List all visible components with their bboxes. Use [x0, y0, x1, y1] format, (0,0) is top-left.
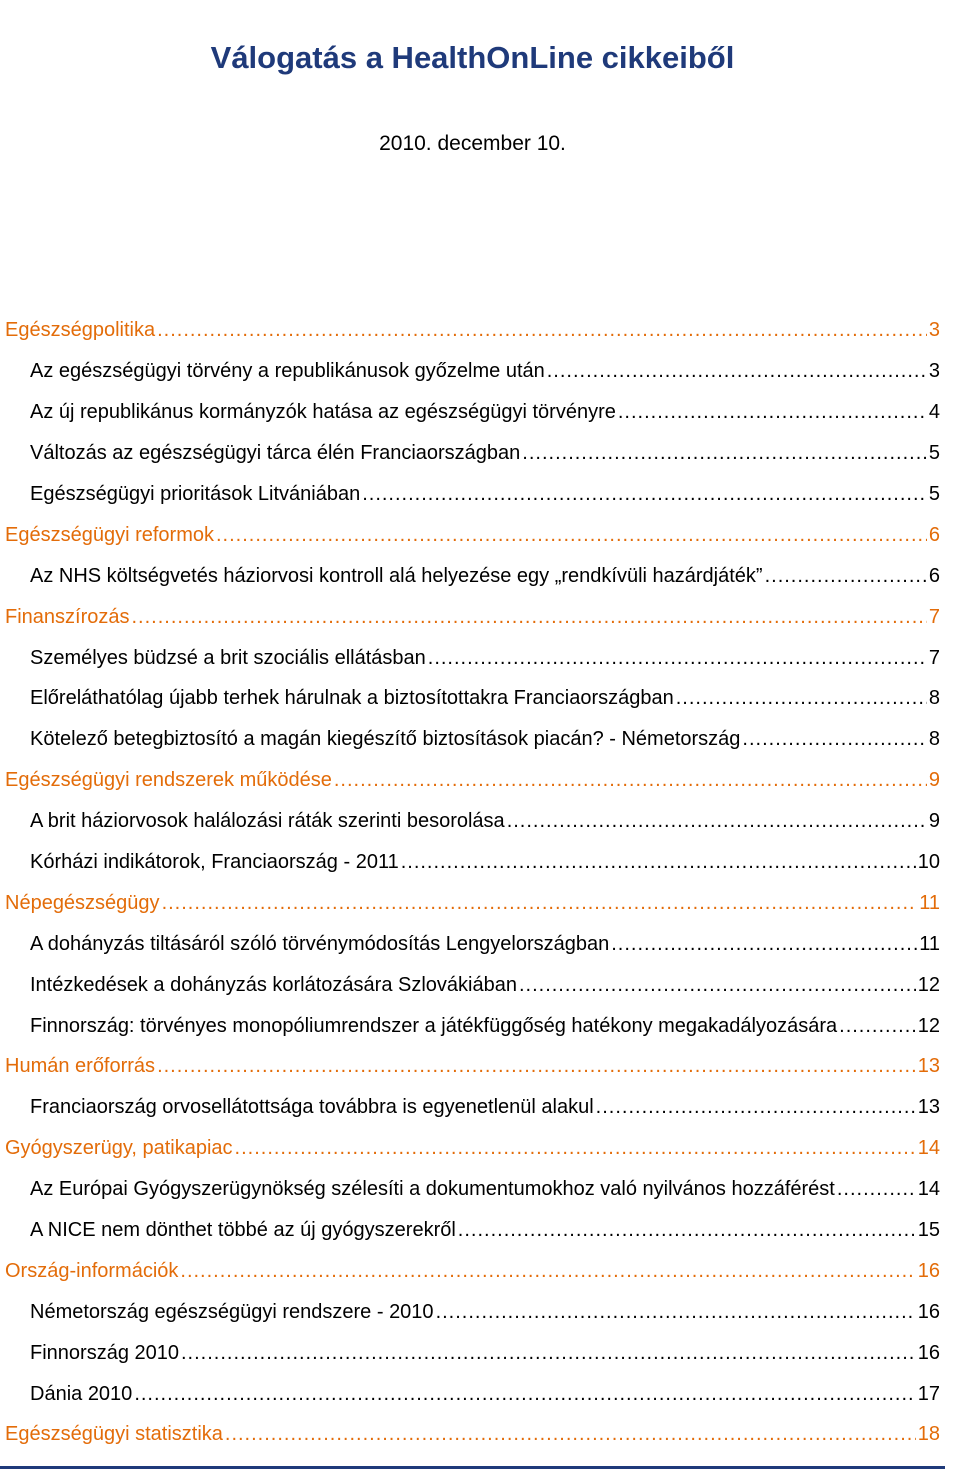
toc-dot-leader: [765, 566, 927, 586]
document-date: 2010. december 10.: [379, 132, 566, 155]
toc-dot-leader: [225, 1424, 916, 1444]
toc-page-number: 16: [917, 1259, 940, 1282]
toc-page-number: 6: [928, 564, 940, 587]
toc-dot-leader: [837, 1179, 916, 1199]
toc-entry[interactable]: [0, 1210, 940, 1251]
toc-section-heading[interactable]: [0, 1414, 940, 1455]
toc-dot-leader: [401, 852, 916, 872]
toc-entry[interactable]: [0, 351, 940, 392]
toc-dot-leader: [235, 1138, 916, 1158]
toc-dot-leader: [436, 1302, 916, 1322]
toc-dot-leader: [611, 934, 917, 954]
toc-entry-label: Finanszírozás: [5, 605, 130, 628]
toc-entry-label: Dánia 2010: [30, 1382, 133, 1405]
toc-entry[interactable]: [0, 842, 940, 883]
toc-section-heading[interactable]: [0, 882, 940, 923]
toc-entry-label: Az NHS költségvetés háziorvosi kontroll alá helyezése egy „rendkívüli hazárdjáték”: [30, 564, 763, 587]
toc-entry[interactable]: [0, 719, 940, 760]
toc-entry-label: A dohányzás tiltásáról szóló törvénymódosítás Lengyelországban: [30, 932, 610, 955]
toc-entry-label: Egészségügyi prioritások Litvániában: [30, 483, 361, 505]
toc-entry-label: Az Európai Gyógyszerügynökség szélesíti a dokumentumokhoz való nyilvános hozzáférést: [30, 1178, 835, 1201]
toc-entry-label: A brit háziorvosok halálozási ráták szerinti besorolása: [30, 810, 505, 833]
toc-entry-label: Franciaország orvosellátottsága továbbra is egyenetlenül alakul: [30, 1096, 594, 1119]
toc-page-number: 12: [917, 1014, 940, 1037]
toc-section-heading[interactable]: [0, 514, 940, 555]
toc-page-number: 15: [917, 1219, 940, 1242]
toc-dot-leader: [522, 443, 927, 463]
toc-section-heading[interactable]: [0, 1046, 940, 1087]
toc-entry[interactable]: [0, 433, 940, 474]
toc-entry-label: Kötelező betegbiztosító a magán kiegészítő biztosítások piacán? - Németország: [30, 728, 741, 751]
toc-section-heading[interactable]: [0, 1250, 940, 1291]
toc-entry-label: Finnország 2010: [30, 1341, 179, 1364]
toc-entry[interactable]: [0, 1169, 940, 1210]
toc-entry[interactable]: [0, 923, 940, 964]
toc-entry[interactable]: [0, 392, 940, 433]
toc-dot-leader: [181, 1343, 916, 1363]
toc-page-number: 10: [917, 851, 940, 874]
toc-dot-leader: [839, 1016, 916, 1036]
toc-dot-leader: [507, 811, 927, 831]
toc-entry-label: Előreláthatólag újabb terhek hárulnak a biztosítottakra Franciaországban: [30, 687, 674, 710]
toc-entry[interactable]: [0, 1332, 940, 1373]
toc-entry[interactable]: [0, 964, 940, 1005]
toc-dot-leader: [162, 893, 918, 913]
table-of-contents: [0, 310, 940, 1455]
toc-dot-leader: [676, 688, 927, 708]
toc-entry-label: A NICE nem dönthet többé az új gyógyszerekről: [30, 1219, 456, 1242]
toc-dot-leader: [157, 320, 927, 340]
toc-dot-leader: [362, 484, 927, 504]
toc-entry[interactable]: [0, 555, 940, 596]
document-title: Válogatás a HealthOnLine cikkeiből: [210, 40, 735, 75]
toc-entry[interactable]: [0, 678, 940, 719]
toc-page-number: 5: [928, 442, 940, 465]
toc-section-heading[interactable]: [0, 310, 940, 351]
toc-entry[interactable]: [0, 637, 940, 678]
toc-dot-leader: [134, 1384, 915, 1404]
toc-page-number: 8: [928, 687, 940, 710]
toc-page-number: 9: [928, 810, 940, 833]
toc-page-number: 13: [917, 1096, 940, 1119]
toc-page-number: 14: [917, 1178, 940, 1201]
toc-dot-leader: [519, 975, 916, 995]
toc-page-number: 13: [917, 1055, 940, 1078]
toc-entry-label: Finnország: törvényes monopóliumrendszer a játékfüggőség hatékony megakadályozására: [30, 1014, 838, 1037]
toc-entry-label: Kórházi indikátorok, Franciaország - 2011: [30, 851, 399, 874]
toc-entry-label: Személyes büdzsé a brit szociális ellátásban: [30, 646, 426, 669]
toc-dot-leader: [458, 1220, 916, 1240]
toc-page-number: 3: [928, 319, 940, 342]
toc-page-number: 6: [928, 523, 940, 546]
toc-entry-label: Humán erőforrás: [5, 1055, 156, 1078]
toc-entry-label: Egészségügyi rendszerek működése: [5, 769, 332, 792]
toc-page-number: 16: [917, 1300, 940, 1323]
toc-page-number: 4: [928, 401, 940, 424]
toc-dot-leader: [334, 770, 927, 790]
toc-entry[interactable]: [0, 474, 940, 515]
toc-entry-label: Németország egészségügyi rendszere - 2010: [30, 1300, 434, 1323]
toc-entry-label: Gyógyszerügy, patikapiac: [5, 1137, 233, 1160]
toc-entry[interactable]: [0, 801, 940, 842]
toc-page-number: 17: [917, 1382, 940, 1405]
toc-dot-leader: [216, 525, 927, 545]
toc-page-number: 7: [928, 605, 940, 628]
toc-dot-leader: [742, 729, 926, 749]
toc-entry-label: Az új republikánus kormányzók hatása az egészségügyi törvényre: [30, 401, 616, 424]
toc-dot-leader: [157, 1056, 916, 1076]
toc-section-heading[interactable]: [0, 596, 940, 637]
toc-entry-label: Intézkedések a dohányzás korlátozására Szlovákiában: [30, 973, 517, 996]
toc-page-number: 11: [919, 891, 940, 914]
toc-entry[interactable]: [0, 1373, 940, 1414]
bottom-divider: [0, 1466, 945, 1469]
toc-page-number: 18: [917, 1423, 940, 1446]
toc-page-number: 14: [917, 1137, 940, 1160]
toc-entry[interactable]: [0, 1087, 940, 1128]
toc-page-number: 8: [928, 728, 940, 751]
toc-page-number: 16: [917, 1341, 940, 1364]
toc-entry-label: Változás az egészségügyi tárca élén Franciaországban: [30, 442, 521, 465]
toc-section-heading[interactable]: [0, 1128, 940, 1169]
toc-dot-leader: [618, 402, 927, 422]
toc-entry[interactable]: [0, 1291, 940, 1332]
toc-entry-label: Ország-információk: [5, 1259, 179, 1282]
toc-page-number: 3: [928, 360, 940, 383]
toc-page-number: 7: [928, 646, 940, 669]
toc-entry-label: Egészségpolitika: [5, 319, 156, 342]
toc-dot-leader: [547, 361, 927, 381]
toc-page-number: 12: [917, 973, 940, 996]
toc-entry-label: Egészségügyi statisztika: [5, 1423, 223, 1446]
toc-page-number: 5: [928, 483, 940, 505]
toc-entry-label: Egészségügyi reformok: [5, 523, 214, 546]
toc-entry-label: Népegészségügy: [5, 891, 160, 914]
toc-entry-label: Az egészségügyi törvény a republikánusok győzelme után: [30, 360, 545, 383]
toc-dot-leader: [180, 1261, 915, 1281]
toc-page-number: 11: [919, 932, 940, 955]
toc-dot-leader: [596, 1097, 916, 1117]
toc-dot-leader: [132, 607, 927, 627]
toc-entry[interactable]: [0, 1005, 940, 1046]
toc-section-heading[interactable]: [0, 760, 940, 801]
toc-dot-leader: [428, 648, 927, 668]
toc-page-number: 9: [928, 769, 940, 792]
